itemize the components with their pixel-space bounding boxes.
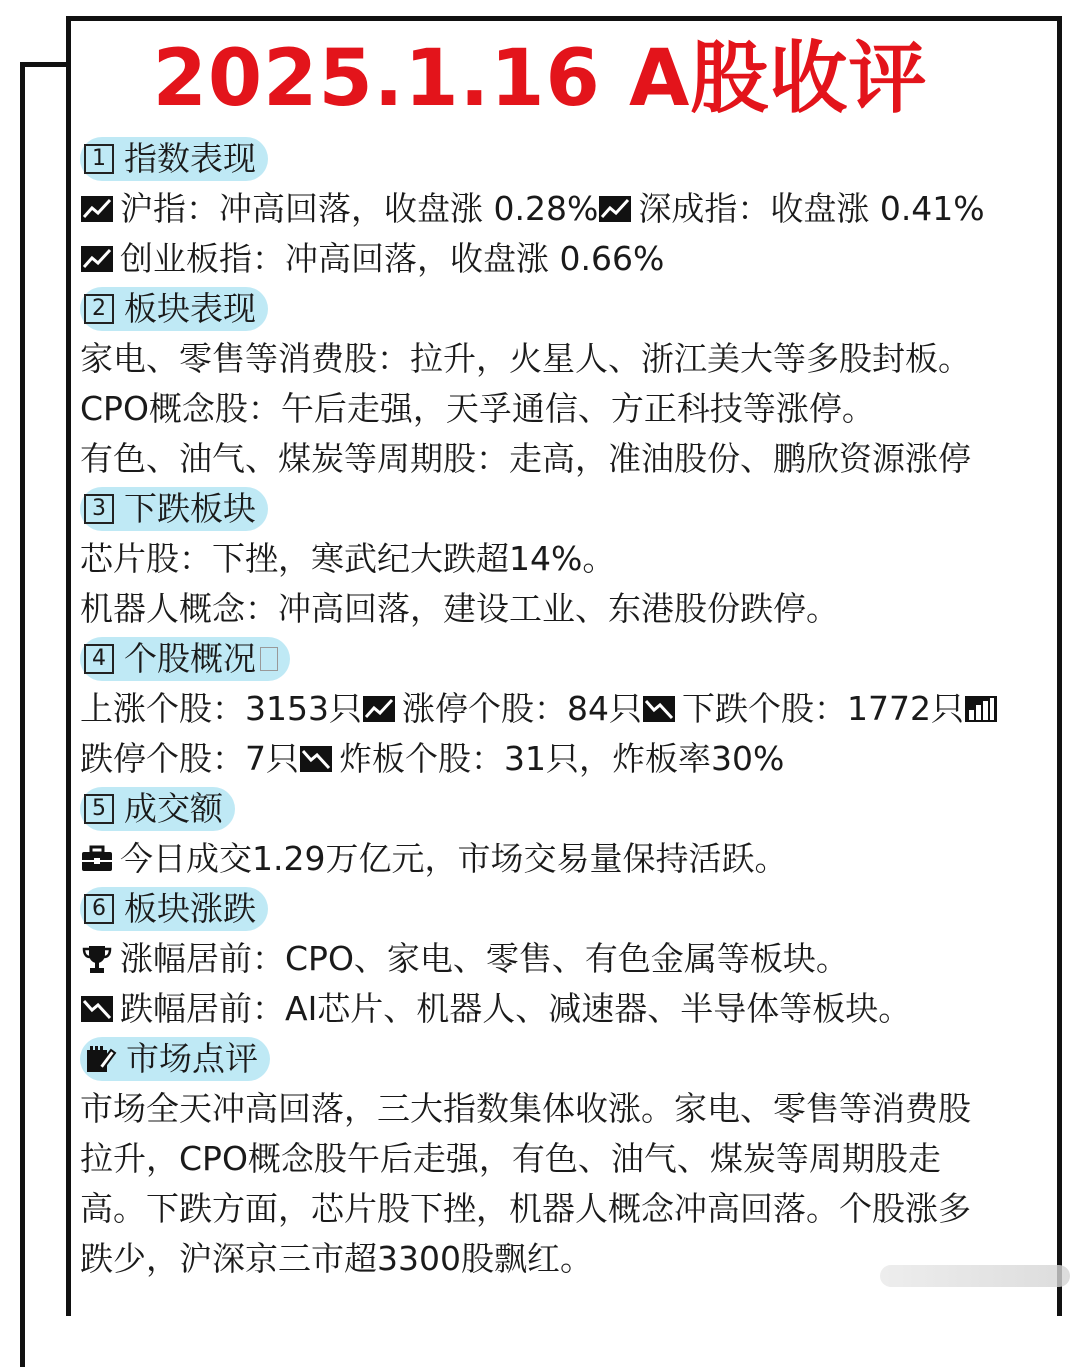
down-sector-line: 机器人概念：冲高回落，建设工业、东港股份跌停。 <box>80 589 839 628</box>
stocks-line-1 <box>80 684 1050 734</box>
section-number: 1 <box>84 144 114 174</box>
chart-up-icon <box>80 194 114 224</box>
falling-stocks-text: 下跌个股：1772只 <box>681 689 964 728</box>
section-heading-6 <box>80 884 1050 934</box>
stocks-line-2 <box>80 734 1050 784</box>
chart-down-icon <box>642 694 676 724</box>
chart-up-icon <box>598 194 632 224</box>
section-title: 市场点评 <box>126 1039 258 1078</box>
chinext-index-text: 创业板指：冲高回落，收盘涨 0.66% <box>120 239 665 278</box>
turnover-line <box>80 834 1050 884</box>
limit-down-stocks-text: 跌停个股：7只 <box>80 739 299 778</box>
section-title: 成交额 <box>124 789 223 828</box>
top-sectors-line <box>80 934 1050 984</box>
memo-icon <box>84 1044 118 1074</box>
chart-down-icon <box>80 994 114 1024</box>
rising-stocks-text: 上涨个股：3153只 <box>80 689 362 728</box>
shanghai-index-text: 沪指：冲高回落，收盘涨 0.28% <box>120 189 599 228</box>
page-title: 2025.1.16 A股收评 <box>152 34 928 124</box>
section-number: 5 <box>84 794 114 824</box>
section-heading-3 <box>80 484 1050 534</box>
chart-down-icon <box>299 744 333 774</box>
review-line: 拉升，CPO概念股午后走强，有色、油气、煤炭等周期股走 <box>80 1139 941 1178</box>
bar-chart-icon <box>964 694 998 724</box>
bottom-sectors-line <box>80 984 1050 1034</box>
section-number: 6 <box>84 894 114 924</box>
section-title: 指数表现 <box>124 139 256 178</box>
section-heading-1 <box>80 134 1050 184</box>
review-line: 高。下跌方面，芯片股下挫，机器人概念冲高回落。个股涨多 <box>80 1189 971 1228</box>
section-title: 个股概况 <box>124 639 256 678</box>
broken-board-stocks-text: 炸板个股：31只，炸板率30% <box>339 739 785 778</box>
section-number: 4 <box>84 644 114 674</box>
content <box>80 134 1050 1284</box>
sector-line: CPO概念股：午后走强，天孚通信、方正科技等涨停。 <box>80 389 875 428</box>
watermark <box>880 1265 1070 1287</box>
section-heading-4 <box>80 634 1050 684</box>
section-title: 板块涨跌 <box>124 889 256 928</box>
section-heading-review <box>80 1034 1050 1084</box>
trophy-icon <box>80 944 114 974</box>
section-number: 2 <box>84 294 114 324</box>
index-line-2 <box>80 234 1050 284</box>
shenzhen-index-text: 深成指：收盘涨 0.41% <box>638 189 985 228</box>
review-line: 跌少，沪深京三市超3300股飘红。 <box>80 1239 593 1278</box>
section-title: 板块表现 <box>124 289 256 328</box>
sector-line: 有色、油气、煤炭等周期股：走高，准油股份、鹏欣资源涨停 <box>80 439 971 478</box>
section-title: 下跌板块 <box>124 489 256 528</box>
sector-line: 家电、零售等消费股：拉升，火星人、浙江美大等多股封板。 <box>80 339 971 378</box>
review-line: 市场全天冲高回落，三大指数集体收涨。家电、零售等消费股 <box>80 1089 971 1128</box>
index-line-1 <box>80 184 1050 234</box>
down-sector-line: 芯片股：下挫，寒武纪大跌超14%。 <box>80 539 616 578</box>
limit-up-stocks-text: 涨停个股：84只 <box>401 689 642 728</box>
bottom-sectors-text: 跌幅居前：AI芯片、机器人、减速器、半导体等板块。 <box>120 989 912 1028</box>
top-sectors-text: 涨幅居前：CPO、家电、零售、有色金属等板块。 <box>120 939 849 978</box>
section-number: 3 <box>84 494 114 524</box>
market-review-paragraph <box>80 1084 1050 1284</box>
briefcase-icon <box>80 844 114 874</box>
section-heading-5 <box>80 784 1050 834</box>
chart-up-icon <box>362 694 396 724</box>
section-heading-2 <box>80 284 1050 334</box>
turnover-text: 今日成交1.29万亿元，市场交易量保持活跃。 <box>120 839 788 878</box>
chart-up-icon <box>80 244 114 274</box>
